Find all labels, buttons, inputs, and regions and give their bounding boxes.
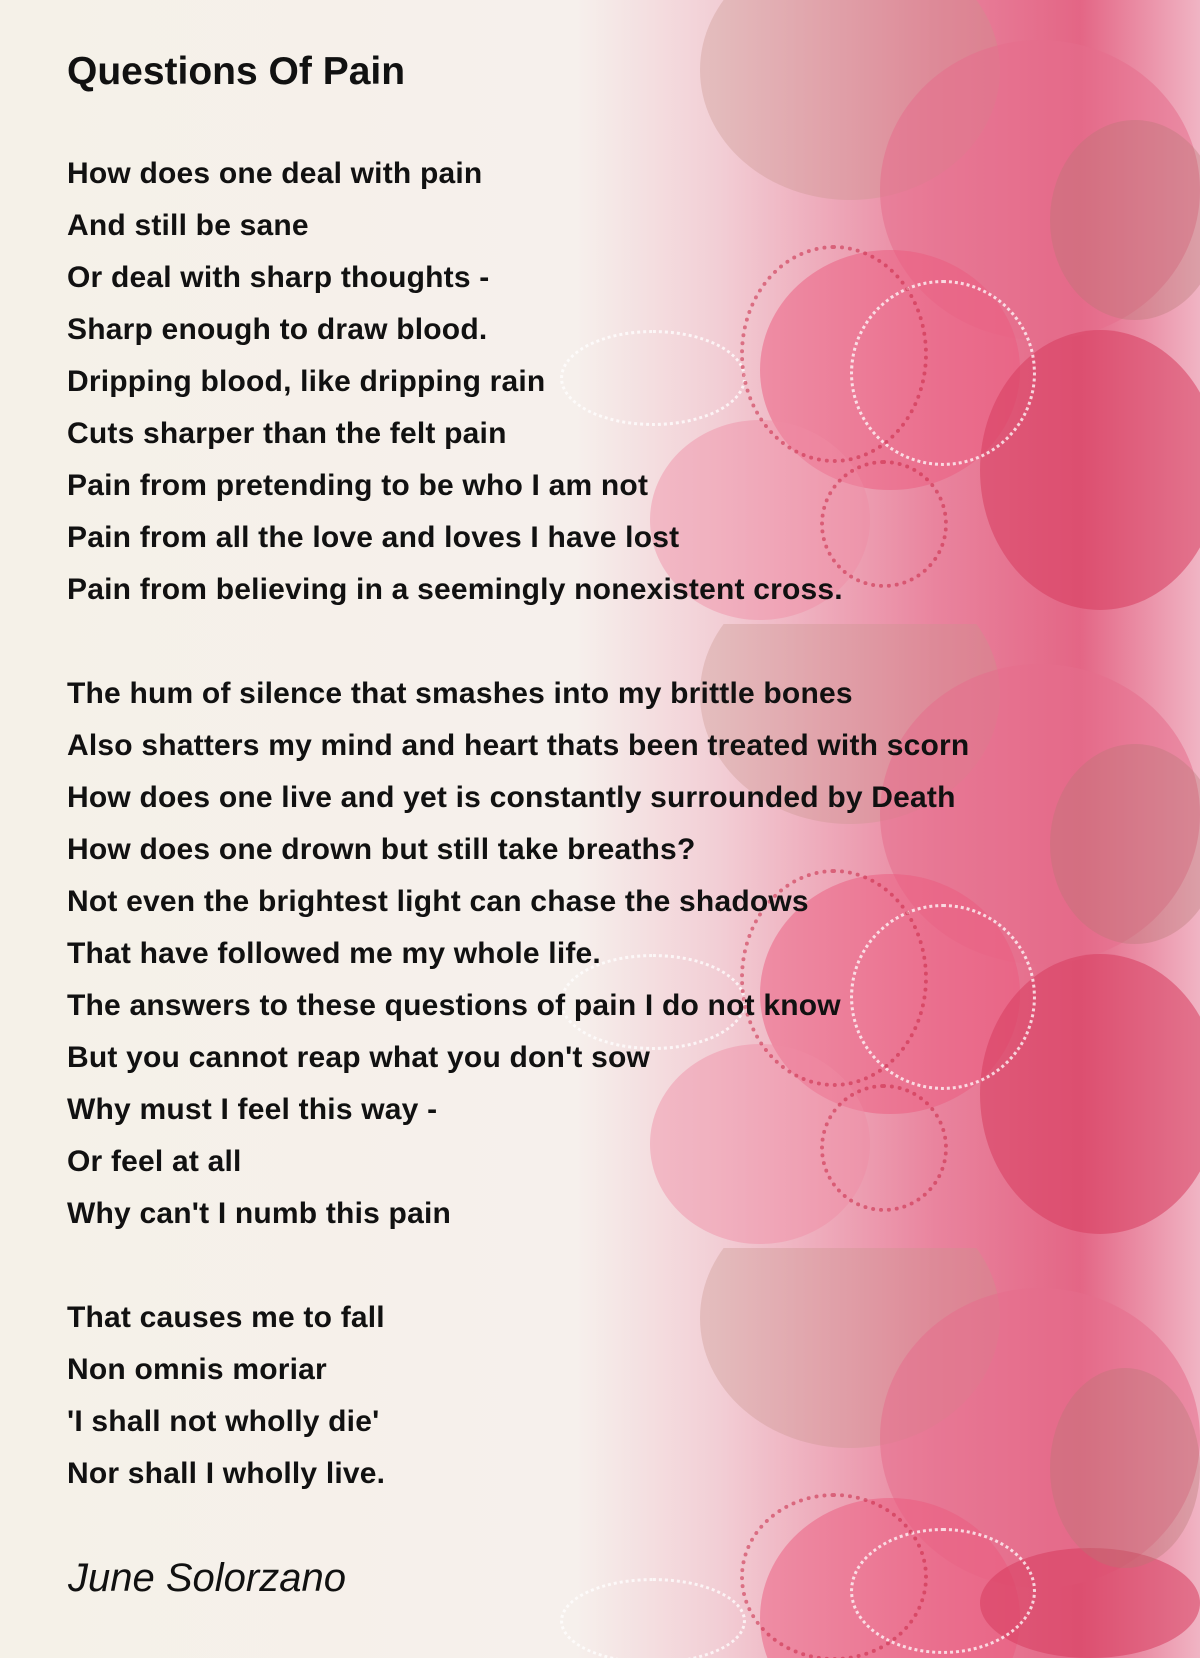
poem-line: Pain from all the love and loves I have lost [67,521,680,554]
poem-author: June Solorzano [68,1556,346,1600]
poem-line: Also shatters my mind and heart thats been treated with scorn [67,729,970,762]
poem-line: Or feel at all [67,1145,242,1178]
poem-line: How does one live and yet is constantly surrounded by Death [67,781,956,814]
poem-line: Or deal with sharp thoughts - [67,261,490,294]
poem-line: Sharp enough to draw blood. [67,313,488,346]
poem-line: How does one deal with pain [67,157,483,190]
poem-line: Pain from believing in a seemingly nonexistent cross. [67,573,843,606]
poem-line: Why can't I numb this pain [67,1197,452,1230]
poem-line: Cuts sharper than the felt pain [67,417,507,450]
poem-line: That causes me to fall [67,1301,385,1334]
poem-line: Dripping blood, like dripping rain [67,365,546,398]
poem-line: But you cannot reap what you don't sow [67,1041,651,1074]
poem-title: Questions Of Pain [67,50,406,93]
poem-line: Why must I feel this way - [67,1093,438,1126]
poem-line: The hum of silence that smashes into my brittle bones [67,677,853,710]
poem-line: The answers to these questions of pain I do not know [67,989,841,1022]
poem-line: Nor shall I wholly live. [67,1457,386,1490]
poem-line: Non omnis moriar [67,1353,327,1386]
poem-line: How does one drown but still take breaths? [67,833,696,866]
poem-line: Pain from pretending to be who I am not [67,469,649,502]
poem-line: Not even the brightest light can chase the shadows [67,885,809,918]
poem-line: 'I shall not wholly die' [67,1405,380,1438]
poem-line: And still be sane [67,209,309,242]
poem-line: That have followed me my whole life. [67,937,601,970]
